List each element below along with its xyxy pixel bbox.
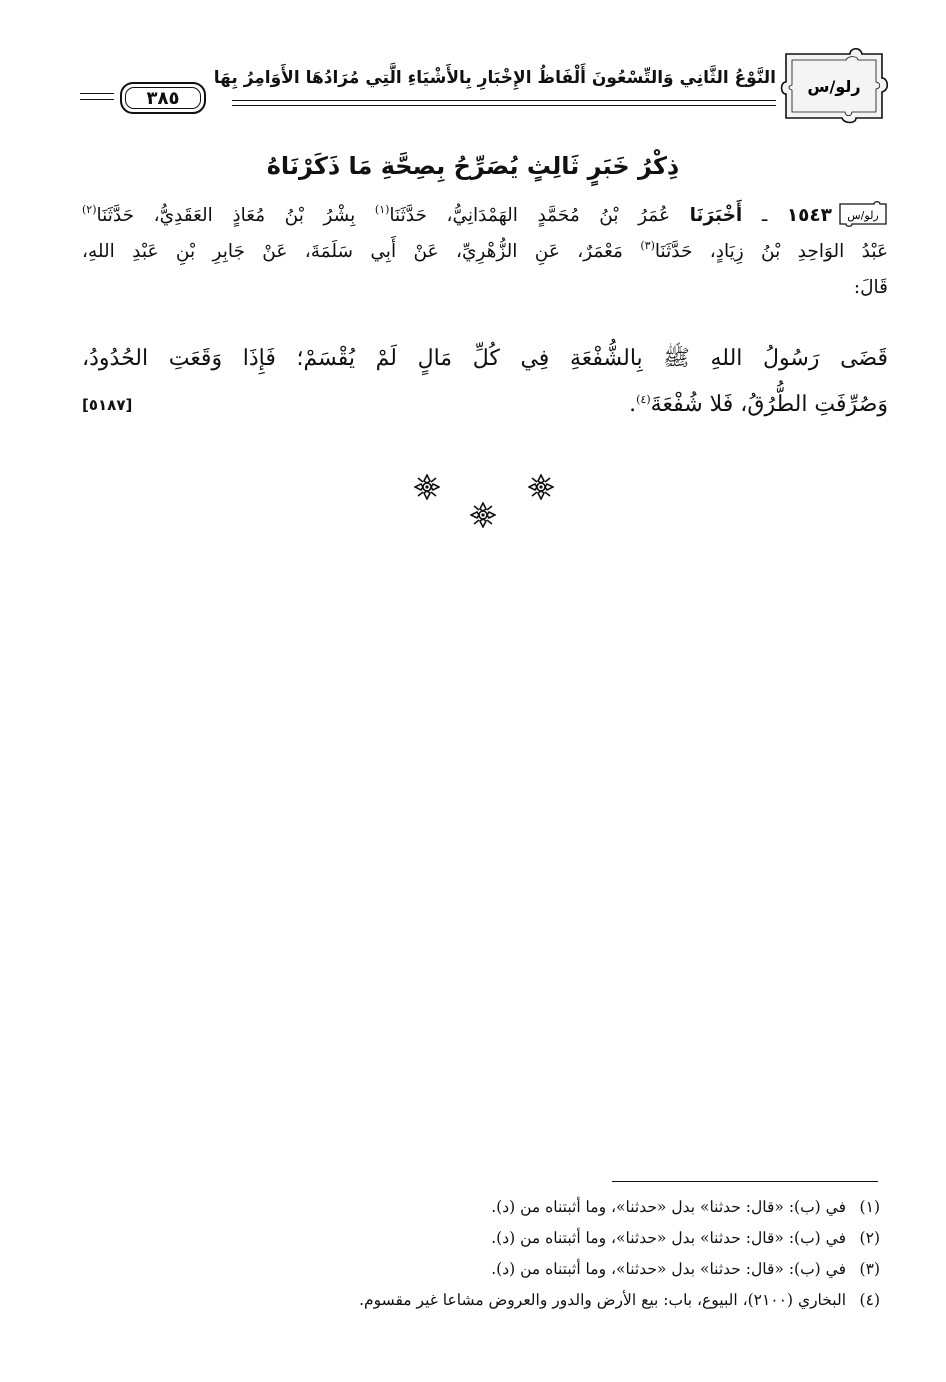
footnote-marker: (٢) [82,203,97,216]
footnote [160,1223,880,1254]
running-title: النَّوْعُ الثَّانِي وَالتِّسْعُونَ أَلْفَاظُ الإِخْبَارِ بِالأَشْيَاءِ الَّتِي مُرَادُهَا الأَوَامِرُ بِهَا [213,68,776,88]
footnote-marker: (١) [374,203,390,216]
isnad-line: قَالَ: [853,277,888,298]
dash: ـ [742,205,787,226]
manuscript-symbol-icon [838,201,888,227]
floral-ornament-icon [528,474,554,500]
footnote-number: (١) [859,1198,880,1216]
isnad-text: بِشْرُ بْنُ مُعَاذٍ العَقَدِيُّ، حَدَّثَنَا [96,205,375,226]
page-number-box [120,82,206,114]
footnote-text: في (ب): «قال: حدثنا» بدل «حدثنا»، وما أثبتناه من (د). [491,1198,846,1216]
hadith-matn [82,336,888,428]
footnote-marker: (٣) [640,239,655,252]
footnote-separator [612,1181,878,1182]
footnote [160,1254,880,1285]
akhbarana: أَخْبَرَنَا [689,205,743,226]
hadith-isnad [82,198,888,306]
floral-ornament-icon [414,474,440,500]
page-number: ٣٨٥ [146,87,180,109]
matn-line [82,382,888,428]
footnote-number: (٢) [859,1229,880,1247]
isnad-text: عَبْدُ الوَاحِدِ بْنُ زِيَادٍ، حَدَّثَنَا [654,241,889,262]
footnote [160,1285,880,1316]
header-rule [232,105,776,106]
footnote-number: (٣) [859,1260,880,1278]
footnote-text: في (ب): «قال: حدثنا» بدل «حدثنا»، وما أثبتناه من (د). [491,1229,846,1247]
footnote-marker: (٤) [636,393,651,406]
matn-text: وَصُرِّفَتِ الطُّرُقُ، فَلا شُفْعَةَ [650,392,888,417]
floral-ornament-icon [470,502,496,528]
header-rule [80,99,114,100]
footnote-text: في (ب): «قال: حدثنا» بدل «حدثنا»، وما أثبتناه من (د). [491,1260,846,1278]
matn-end: . [629,392,637,417]
running-header [80,48,888,124]
footnote-text: البخاري (٢١٠٠)، البيوع، باب: بيع الأرض والدور والعروض مشاعا غير مقسوم. [359,1291,846,1309]
footnote-number: (٤) [859,1291,880,1309]
footnote [160,1192,880,1223]
isnad-line [82,234,888,270]
footnotes [160,1192,880,1316]
isnad-text: عُمَرُ بْنُ مُحَمَّدٍ الهَمْدَانِيُّ، حَدَّثَنَا [389,205,690,226]
ornament-label: رلو/س [807,77,861,96]
symbol-label: رلو/س [847,209,879,222]
section-divider [400,470,560,540]
cross-reference: [٥١٨٧] [82,396,133,414]
header-rule [80,93,114,94]
isnad-text: مَعْمَرٌ، عَنِ الزُّهْرِيِّ، عَنْ أَبِي سَلَمَةَ، عَنْ جَابِرِ بْنِ عَبْدِ اللهِ، [82,241,641,262]
chapter-heading: ذِكْرُ خَبَرٍ ثَالِثٍ يُصَرِّحُ بِصِحَّةِ مَا ذَكَرْنَاهُ [266,152,680,180]
matn-line: قَضَى رَسُولُ اللهِ ﷺ بِالشُّفْعَةِ فِي كُلِّ مَالٍ لَمْ يُقْسَمْ؛ فَإِذَا وَقَعَتِ الحُدُودُ، [82,346,888,371]
hadith-number: ١٥٤٣ [786,205,832,226]
header-rule [232,100,776,101]
isnad-line [82,198,888,234]
puzzle-piece-ornament-icon [780,48,888,124]
